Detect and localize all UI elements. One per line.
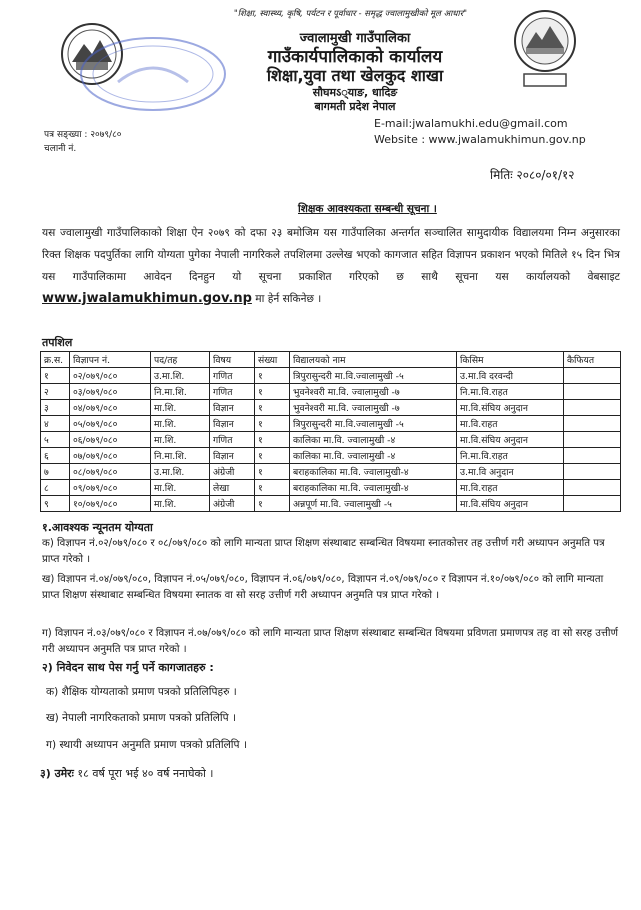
qualification-b: ख) विज्ञापन नं.०४/०७९/०८०, विज्ञापन नं.०५/०७९/०८०, विज्ञापन नं.०६/०७९/०८०, विज्ञापन नं.०९/०७९/०८० र विज्ञापन नं.१०/०७९/०८० को लागि मान्यता प्राप्त शिक्षण संस्थाबाट सम्बन्धित विषयमा स्नातक वा सो सरह उत्तीर्ण गरी अध्यापन अनुमति पत्र प्राप्त गरेको । [42, 574, 604, 601]
table-cell: लेखा [210, 480, 255, 496]
table-cell: उ.मा.वि दरवन्दी [457, 368, 564, 384]
table-cell: ६ [41, 448, 70, 464]
table-cell: मा.शि. [151, 480, 210, 496]
table-cell: गणित [210, 432, 255, 448]
table-cell: अंग्रेजी [210, 496, 255, 512]
table-cell: विज्ञान [210, 416, 255, 432]
table-cell: १०/०७९/०८० [70, 496, 151, 512]
table-cell: ०३/०७९/०८० [70, 384, 151, 400]
notice-tail: मा हेर्न सकिनेछ । [251, 293, 322, 305]
document-item: ग) स्थायी अध्यापन अनुमति प्रमाण पत्रको प्रतिलिपि । [46, 739, 247, 751]
notice-body: यस ज्वालामुखी गाउँपालिकाको शिक्षा ऐन २०७९ को दफा २३ बमोजिम यस गाउँपालिका अन्तर्गत सञ्चालित सामुदायीक विद्यालयमा निम्न अनुसारका रिक्त शिक्षक पदपुर्तिका लागि योग्यता पुगेका नेपाली नागरिकले तपशिलमा उल्लेख भएको कागजात सहित विज्ञापन प्रकाशन भएको मितिले १५ दिन भित्र यस गाउँपालिकामा आवेदन दिनहुन यो सूचना प्रकाशित गरिएको छ साथै सूचना यस कार्यालयको वेबसाइट [42, 227, 620, 283]
header-school: विद्यालयको नाम [290, 352, 457, 368]
table-cell: गणित [210, 368, 255, 384]
table-cell: १ [255, 432, 290, 448]
table-cell: १ [255, 416, 290, 432]
header-ad-number: विज्ञापन नं. [70, 352, 151, 368]
table-cell [564, 496, 621, 512]
table-row [41, 400, 621, 416]
table-cell: ०९/०७९/०८० [70, 480, 151, 496]
table-cell: ०८/०७९/०८० [70, 464, 151, 480]
table-cell: १ [255, 496, 290, 512]
table-cell: विज्ञान [210, 448, 255, 464]
header-remarks: कैफियत [564, 352, 621, 368]
motto: "शिक्षा, स्वास्थ्य, कृषि, पर्यटन र पूर्वाधार - समृद्ध ज्वालामुखीको मूल आधार" [233, 9, 468, 19]
table-cell: गणित [210, 384, 255, 400]
table-cell: ०६/०७९/०८० [70, 432, 151, 448]
table-cell: १ [255, 448, 290, 464]
table-cell: १ [255, 368, 290, 384]
table-cell [564, 416, 621, 432]
table-header-row [41, 352, 621, 368]
table-cell: उ.मा.शि. [151, 368, 210, 384]
table-cell: त्रिपुरासुन्दरी मा.वि.ज्वालामुखी -५ [290, 416, 457, 432]
table-cell: मा.वि.राहत [457, 480, 564, 496]
table-row [41, 416, 621, 432]
table-cell [564, 480, 621, 496]
qualification-heading: १.आवश्यक न्यूनतम योग्यता [42, 521, 153, 534]
table-cell: विज्ञान [210, 400, 255, 416]
website-text: Website : www.jwalamukhimun.gov.np [374, 133, 586, 146]
vacancy-table [40, 351, 621, 512]
table-cell: अन्नपूर्ण मा.वि. ज्वालामुखी -५ [290, 496, 457, 512]
qualification-a: क) विज्ञापन नं.०२/०७९/०८० र ०८/०७९/०८० को लागि मान्यता प्राप्त शिक्षण संस्थाबाट सम्बन्धित विषयमा स्नातकोत्तर तह उत्तीर्ण गरी अध्यापन अनुमति पत्र प्राप्त गरेको । [42, 538, 605, 565]
qualification-c: ग) विज्ञापन नं.०३/०७९/०८० र विज्ञापन नं.०७/०७९/०८० को लागि मान्यता प्राप्त शिक्षण संस्थाबाट सम्बन्धित विषयमा प्रविणता प्रमाणपत्र तह वा सो सरह उत्तीर्ण गरी अध्यापन अनुमति पत्र प्राप्त गरेको । [42, 628, 618, 655]
table-cell [564, 400, 621, 416]
table-cell: मा.वि.संघिय अनुदान [457, 496, 564, 512]
table-cell: नि.मा.वि.राहत [457, 448, 564, 464]
header-type: किसिम [457, 352, 564, 368]
table-cell: ०७/०७९/०८० [70, 448, 151, 464]
email-text: E-mail:jwalamukhi.edu@gmail.com [374, 117, 568, 130]
letter-number: पत्र सङ्ख्या : २०७९/८० [44, 130, 122, 140]
header-subject: विषय [210, 352, 255, 368]
table-cell: ४ [41, 416, 70, 432]
location-line: सौघमऽ्याङ, धादिङ [312, 86, 398, 99]
table-row [41, 368, 621, 384]
table-cell: उ.मा.शि. [151, 464, 210, 480]
table-row [41, 384, 621, 400]
header-post: पद/तह [151, 352, 210, 368]
table-cell: मा.शि. [151, 496, 210, 512]
table-cell: त्रिपुरासुन्दरी मा.वि.ज्वालामुखी -५ [290, 368, 457, 384]
subject-heading: शिक्षक आवश्यकता सम्बन्धी सूचना । [298, 203, 437, 215]
table-cell: अंग्रेजी [210, 464, 255, 480]
table-cell: मा.शि. [151, 400, 210, 416]
notice-website-link[interactable]: www.jwalamukhimun.gov.np [42, 291, 252, 306]
table-cell: नि.मा.वि.राहत [457, 384, 564, 400]
office-stamp [78, 34, 228, 112]
table-cell: नि.मा.शि. [151, 448, 210, 464]
notice-paragraph [42, 222, 620, 310]
table-cell: मा.शि. [151, 416, 210, 432]
table-cell: कालिका मा.वि. ज्वालामुखी -४ [290, 448, 457, 464]
office-name: गाउँकार्यपालिकाको कार्यालय [267, 47, 443, 67]
table-cell [564, 384, 621, 400]
age-requirement [40, 766, 213, 781]
table-cell: भुवनेश्वरी मा.वि. ज्वालामुखी -७ [290, 384, 457, 400]
table-cell: मा.वि.संघिय अनुदान [457, 432, 564, 448]
table-cell: ३ [41, 400, 70, 416]
age-label: ३) उमेरः [40, 767, 74, 780]
table-cell: १ [255, 384, 290, 400]
table-cell: उ.मा.वि अनुदान [457, 464, 564, 480]
table-cell [564, 368, 621, 384]
branch-name: शिक्षा,युवा तथा खेलकुद शाखा [266, 66, 444, 85]
age-value: १८ वर्ष पूरा भई ४० वर्ष ननाघेको । [73, 767, 214, 780]
table-row [41, 432, 621, 448]
table-row [41, 448, 621, 464]
table-cell: १ [41, 368, 70, 384]
municipality-name: ज्वालामुखी गाउँपालिका [299, 31, 411, 46]
header-count: संख्या [255, 352, 290, 368]
table-row [41, 496, 621, 512]
table-cell: १ [255, 400, 290, 416]
municipality-logo [512, 8, 578, 90]
table-cell: ०२/०७९/०८० [70, 368, 151, 384]
table-cell: मा.शि. [151, 432, 210, 448]
province-line: बागमती प्रदेश नेपाल [314, 100, 396, 113]
table-cell [564, 432, 621, 448]
table-cell: ९ [41, 496, 70, 512]
table-cell [564, 448, 621, 464]
table-cell: ०५/०७९/०८० [70, 416, 151, 432]
document-item: क) शैक्षिक योग्यताको प्रमाण पत्रको प्रतिलिपिहरु । [46, 686, 237, 698]
table-row [41, 480, 621, 496]
table-cell: बराहकालिका मा.वि. ज्वालामुखी-४ [290, 464, 457, 480]
table-cell: भुवनेश्वरी मा.वि. ज्वालामुखी -७ [290, 400, 457, 416]
table-cell: बराहकालिका मा.वि. ज्वालामुखी-४ [290, 480, 457, 496]
table-cell: १ [255, 480, 290, 496]
table-cell: कालिका मा.वि. ज्वालामुखी -४ [290, 432, 457, 448]
date: मितिः २०८०/०१/१२ [490, 168, 575, 182]
table-cell [564, 464, 621, 480]
table-cell: २ [41, 384, 70, 400]
table-cell: ७ [41, 464, 70, 480]
table-cell: नि.मा.शि. [151, 384, 210, 400]
table-cell: मा.वि.राहत [457, 416, 564, 432]
table-cell: ०४/०७९/०८० [70, 400, 151, 416]
documents-heading: २) निवेदन साथ पेस गर्नु पर्ने कागजातहरु : [42, 661, 214, 674]
tapsil-heading: तपशिल [42, 336, 73, 349]
dispatch-number: चलानी नं. [44, 144, 77, 154]
table-row [41, 464, 621, 480]
header-serial: क्र.स. [41, 352, 70, 368]
document-item: ख) नेपाली नागरिकताको प्रमाण पत्रको प्रतिलिपि । [46, 712, 237, 724]
table-cell: ८ [41, 480, 70, 496]
table-cell: ५ [41, 432, 70, 448]
table-cell: मा.वि.संघिय अनुदान [457, 400, 564, 416]
table-cell: १ [255, 464, 290, 480]
